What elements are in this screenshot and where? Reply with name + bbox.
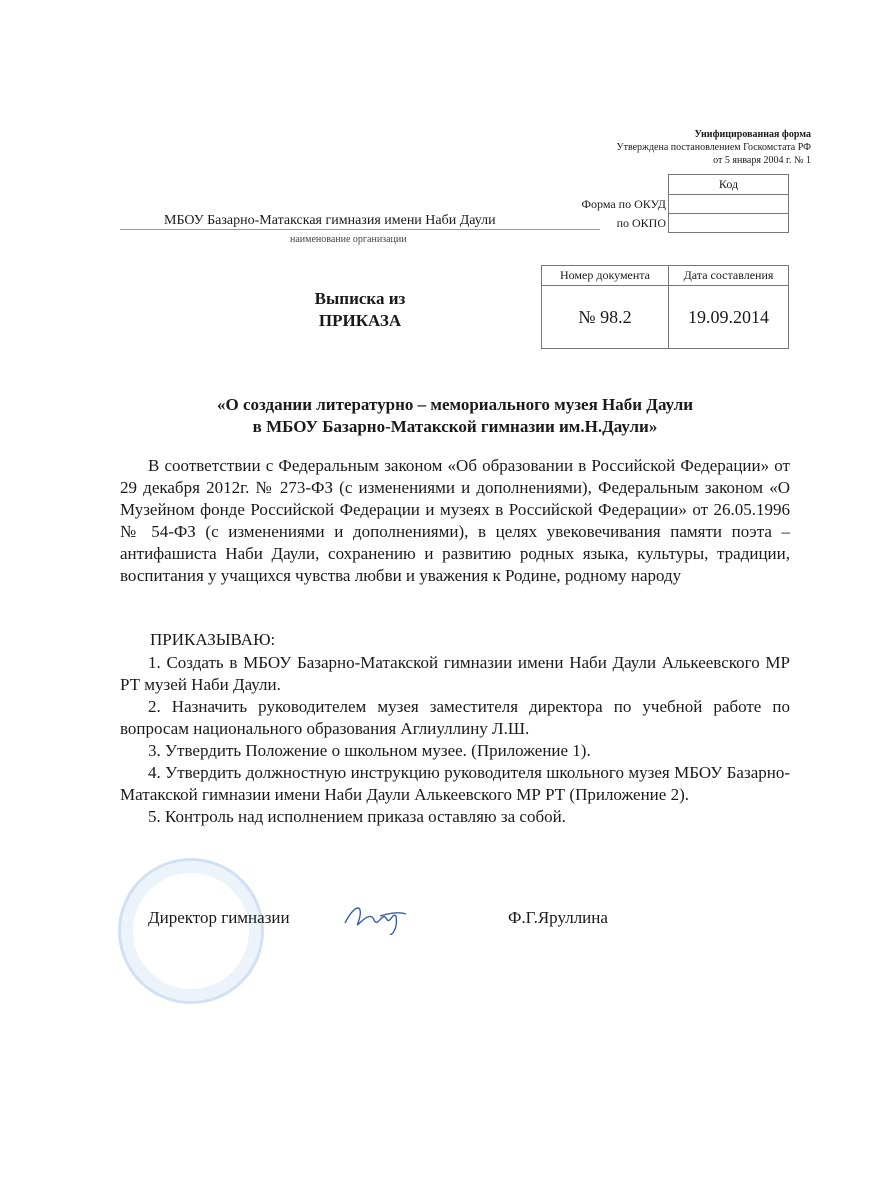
form-header bbox=[617, 128, 812, 167]
approved-text: Утверждена постановлением Госкомстата РФ bbox=[616, 142, 811, 153]
official-stamp bbox=[118, 858, 264, 1004]
approved-date: от 5 января 2004 г. № 1 bbox=[713, 155, 811, 166]
subject-line-1: «О создании литературно – мемориального музея Наби Даули bbox=[216, 395, 694, 414]
code-header: Код bbox=[669, 175, 789, 195]
signatory-position: Директор гимназии bbox=[148, 908, 290, 927]
organization-caption: наименование организации bbox=[290, 234, 407, 245]
okud-cell bbox=[669, 195, 789, 214]
order-item: 5. Контроль над исполнением приказа оставляю за собой. bbox=[148, 807, 566, 826]
document-number-table bbox=[541, 265, 789, 349]
preamble: В соответствии с Федеральным законом «Об образовании в Российской Федерации» от 29 декабря 2012г. № 273-ФЗ (с изменениями и дополнениями), Федеральным законом «О Музейном фонде Российской Федерации и музеях в Российской Федерации» от 26.05.1996 № 54-ФЗ (с изменениями и дополнениями), в целях увековечивания памяти поэта – антифашиста Наби Даули, сохранению и развитию родных языка, культуры, традиции, воспитания у учащихся чувства любви и уважения к Родине, родному народу bbox=[120, 456, 790, 585]
date-header: Дата составления bbox=[669, 266, 789, 286]
document-date: 19.09.2014 bbox=[669, 286, 789, 349]
okud-label: Форма по ОКУД bbox=[581, 197, 666, 211]
subject-line-2: в МБОУ Базарно-Матакской гимназии им.Н.Даули» bbox=[252, 417, 658, 436]
order-subject bbox=[120, 394, 790, 438]
okpo-cell bbox=[669, 214, 789, 233]
handwritten-signature bbox=[340, 898, 410, 938]
order-item: 2. Назначить руководителем музея заместителя директора по учебной работе по вопросам национального образования Аглиуллину Л.Ш. bbox=[120, 697, 790, 738]
title-line-2: ПРИКАЗА bbox=[318, 311, 402, 330]
codes-table bbox=[668, 174, 789, 233]
order-item: 4. Утвердить должностную инструкцию руководителя школьного музея МБОУ Базарно-Матакской гимназии имени Наби Даули Алькеевского МР РТ (Приложение 2). bbox=[120, 763, 790, 804]
number-header: Номер документа bbox=[542, 266, 669, 286]
organization-name: МБОУ Базарно-Матакская гимназия имени Наби Даули bbox=[120, 213, 600, 230]
order-word: ПРИКАЗЫВАЮ: bbox=[150, 630, 276, 649]
signatory-name: Ф.Г.Яруллина bbox=[508, 908, 608, 927]
title-line-1: Выписка из bbox=[314, 289, 406, 308]
order-item: 1. Создать в МБОУ Базарно-Матакской гимназии имени Наби Даули Алькеевского МР РТ музей Наби Даули. bbox=[120, 653, 790, 694]
document-number: № 98.2 bbox=[542, 286, 669, 349]
order-item: 3. Утвердить Положение о школьном музее. (Приложение 1). bbox=[148, 741, 591, 760]
document-title bbox=[250, 288, 470, 332]
okpo-label: по ОКПО bbox=[616, 216, 666, 230]
form-title: Унифицированная форма bbox=[694, 129, 811, 140]
order-items bbox=[120, 652, 790, 828]
